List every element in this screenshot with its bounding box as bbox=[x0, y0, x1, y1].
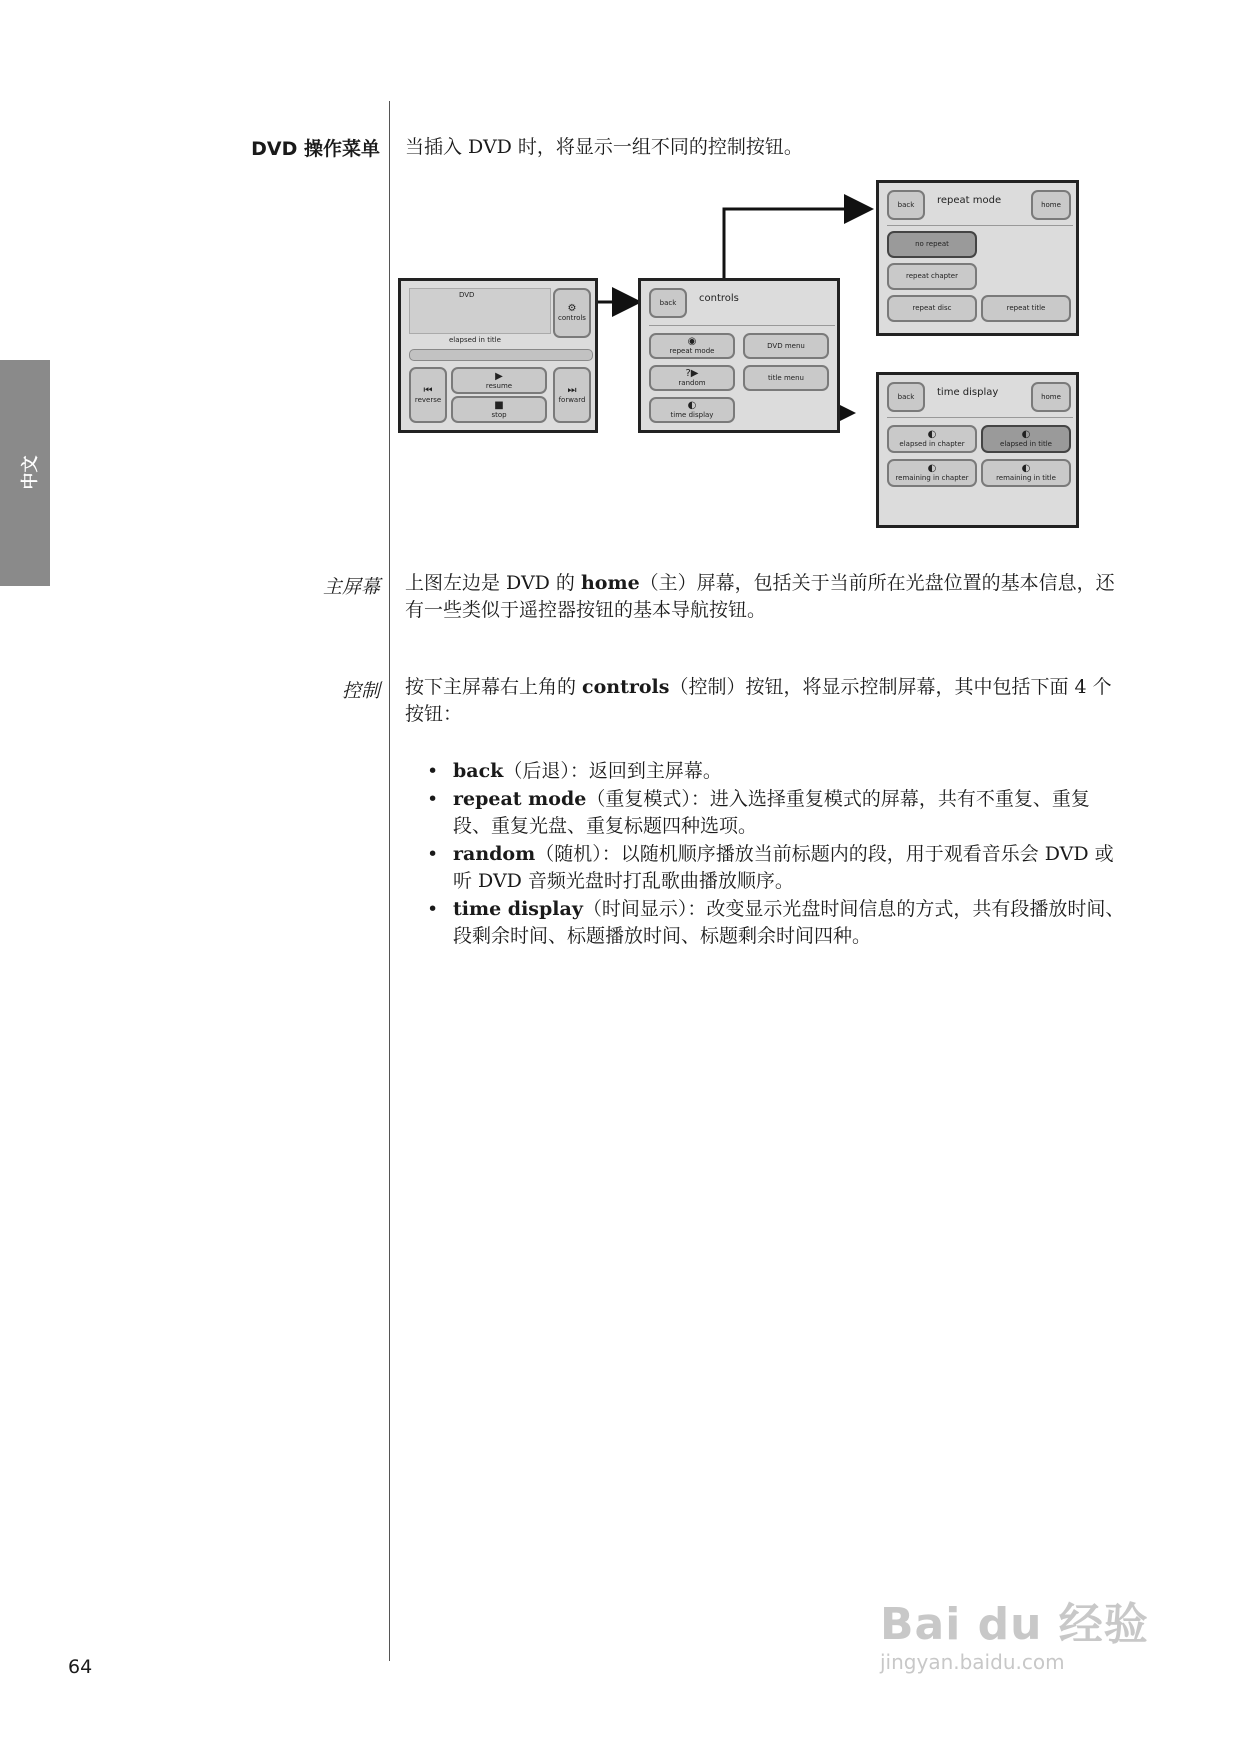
resume-button[interactable] bbox=[451, 367, 547, 394]
controls-text-term: controls bbox=[582, 676, 670, 698]
time-display-label: time display bbox=[670, 411, 714, 419]
clock-icon: ◐ bbox=[927, 429, 937, 440]
clock-icon: ◐ bbox=[1021, 429, 1031, 440]
list-item bbox=[405, 758, 1125, 785]
bullet-term: random bbox=[453, 843, 536, 865]
remaining-title-button[interactable] bbox=[981, 459, 1071, 487]
dvd-menu-text: 当插入 DVD 时，将显示一组不同的控制按钮。 bbox=[405, 136, 803, 158]
screen-title: time display bbox=[937, 387, 999, 398]
info-panel bbox=[409, 288, 551, 334]
stop-button[interactable] bbox=[451, 396, 547, 423]
repeat-title-button[interactable]: repeat title bbox=[981, 295, 1071, 322]
screen-title: controls bbox=[699, 293, 739, 304]
dvd-home-screen bbox=[398, 278, 598, 433]
divider bbox=[887, 225, 1073, 226]
controls-text-post: （控制）按钮，将显示控制屏幕，其中包括下面 4 个按钮： bbox=[405, 676, 1112, 725]
remaining-chapter-label: remaining in chapter bbox=[895, 474, 969, 482]
section-label-controls: 控制 bbox=[341, 680, 380, 702]
divider bbox=[649, 325, 835, 326]
clock-icon: ◐ bbox=[1021, 463, 1031, 474]
remaining-title-label: remaining in title bbox=[996, 474, 1056, 482]
divider bbox=[887, 417, 1073, 418]
back-button[interactable]: back bbox=[887, 382, 925, 412]
reverse-button-label: reverse bbox=[414, 396, 442, 404]
screen-title: repeat mode bbox=[937, 195, 1002, 206]
home-screen-text bbox=[405, 570, 1125, 624]
controls-button[interactable] bbox=[553, 288, 591, 338]
elapsed-info: elapsed in title bbox=[449, 336, 501, 344]
controls-text bbox=[405, 674, 1125, 728]
clock-icon: ◐ bbox=[927, 463, 937, 474]
section-label-dvd-menu: DVD 操作菜单 bbox=[251, 138, 380, 160]
home-text-term: home bbox=[580, 572, 640, 594]
repeat-disc-button[interactable]: repeat disc bbox=[887, 295, 977, 322]
back-button[interactable]: back bbox=[887, 190, 925, 220]
controls-button-label: controls bbox=[558, 314, 586, 322]
bullet-desc: （时间显示）：改变显示光盘时间信息的方式，共有段播放时间、段剩余时间、标题播放时间、标题剩余时间四种。 bbox=[453, 898, 1125, 947]
gear-icon: ⚙ bbox=[567, 303, 577, 314]
repeat-mode-label: repeat mode bbox=[669, 347, 715, 355]
bullet-desc: （重复模式）：进入选择重复模式的屏幕，共有不重复、重复段、重复光盘、重复标题四种选项。 bbox=[453, 788, 1090, 837]
home-text-pre: 上图左边是 DVD 的 bbox=[405, 572, 581, 594]
watermark-brand: Bai du 经验 bbox=[880, 1599, 1149, 1650]
play-icon: ▶ bbox=[495, 370, 503, 382]
stop-button-label: stop bbox=[491, 410, 507, 419]
repeat-icon: ◉ bbox=[687, 336, 697, 347]
no-repeat-button[interactable]: no repeat bbox=[887, 231, 977, 258]
progress-bar bbox=[409, 349, 593, 361]
random-button[interactable] bbox=[649, 365, 735, 391]
dvd-menu-button[interactable]: DVD menu bbox=[743, 333, 829, 359]
bullet-term: time display bbox=[453, 898, 583, 920]
random-icon: ?▶ bbox=[685, 368, 699, 379]
watermark bbox=[880, 1588, 1149, 1674]
clock-icon: ◐ bbox=[687, 400, 697, 411]
remaining-chapter-button[interactable] bbox=[887, 459, 977, 487]
bullet-desc: （后退）：返回到主屏幕。 bbox=[503, 760, 722, 782]
watermark-url: jingyan.baidu.com bbox=[880, 1650, 1065, 1674]
bullet-desc: （随机）：以随机顺序播放当前标题内的段，用于观看音乐会 DVD 或听 DVD 音频光盘时打乱歌曲播放顺序。 bbox=[453, 843, 1114, 892]
language-tab-label: 中文 bbox=[20, 455, 41, 490]
home-text-post: （主）屏幕，包括关于当前所在光盘位置的基本信息，还有一些类似于遥控器按钮的基本导航按钮。 bbox=[405, 572, 1115, 621]
time-display-button[interactable] bbox=[649, 397, 735, 423]
stop-icon: ■ bbox=[494, 399, 504, 411]
reverse-button[interactable] bbox=[409, 367, 447, 423]
elapsed-chapter-label: elapsed in chapter bbox=[899, 440, 965, 448]
repeat-chapter-button[interactable]: repeat chapter bbox=[887, 263, 977, 290]
controls-bullet-list bbox=[405, 758, 1125, 951]
time-display-screen bbox=[876, 372, 1079, 528]
controls-text-pre: 按下主屏幕右上角的 bbox=[405, 676, 583, 698]
list-item bbox=[405, 786, 1125, 840]
home-button[interactable]: home bbox=[1031, 190, 1071, 220]
list-item bbox=[405, 841, 1125, 895]
resume-button-label: resume bbox=[485, 381, 513, 390]
page-number: 64 bbox=[68, 1656, 93, 1678]
screen-title: DVD bbox=[459, 291, 475, 299]
section-label-home-screen: 主屏幕 bbox=[322, 576, 380, 598]
forward-button[interactable] bbox=[553, 367, 591, 423]
bullet-term: back bbox=[453, 760, 504, 782]
random-label: random bbox=[678, 379, 706, 387]
bullet-term: repeat mode bbox=[453, 788, 587, 810]
list-item bbox=[405, 896, 1125, 950]
back-button[interactable]: back bbox=[649, 288, 687, 318]
elapsed-title-label: elapsed in title bbox=[1000, 440, 1052, 448]
rewind-icon: ⏮ bbox=[423, 385, 433, 396]
fast-forward-icon: ⏭ bbox=[567, 385, 577, 396]
home-button[interactable]: home bbox=[1031, 382, 1071, 412]
repeat-mode-button[interactable] bbox=[649, 333, 735, 359]
title-menu-button[interactable]: title menu bbox=[743, 365, 829, 391]
repeat-mode-screen bbox=[876, 180, 1079, 336]
forward-button-label: forward bbox=[558, 396, 586, 404]
elapsed-title-button[interactable] bbox=[981, 425, 1071, 453]
controls-screen bbox=[638, 278, 840, 433]
elapsed-chapter-button[interactable] bbox=[887, 425, 977, 453]
